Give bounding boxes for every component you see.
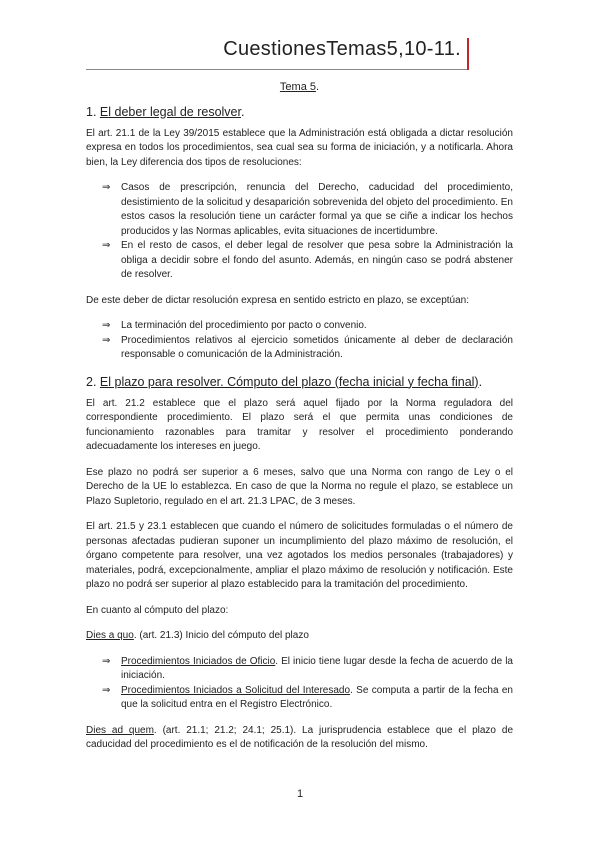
document-title: CuestionesTemas5,10-11. [223,38,461,60]
section-1-heading: 1. El deber legal de resolver. [86,104,245,119]
arrow-icon: ⇒ [102,334,111,346]
section-2-paragraph-4: En cuanto al cómputo del plazo: [86,604,229,616]
dies-ad-quem-paragraph: Dies ad quem. (art. 21.1; 21.2; 24.1; 25.1). La jurisprudencia establece que el plazo de caducidad del procedimiento es el de notificación de la resolución del mismo. [86,724,513,750]
dies-a-quo-paragraph: Dies a quo. (art. 21.3) Inicio del cómputo del plazo [86,630,309,641]
arrow-icon: ⇒ [102,684,111,696]
section-2-paragraph-2: Ese plazo no podrá ser superior a 6 meses, salvo que una Norma con rango de Ley o el Derecho de la UE lo establezca. En caso de que la Norma no regule el plazo, se establece un Plazo Supletorio, regulado en el art. 21.3 LPAC, de 3 meses. [86,466,513,507]
list-item: ⇒ Procedimientos relativos al ejercicio sometidos únicamente al deber de declaración responsable o comunicación de la Administración. [102,334,513,360]
list-item: ⇒ Procedimientos Iniciados a Solicitud del Interesado. Se computa a partir de la fecha en que la solicitud entra en el Registro Electrónico. [102,684,513,710]
section-2-paragraph-3: El art. 21.5 y 23.1 establecen que cuando el número de solicitudes formuladas o el número de personas afectadas pudieran suponer un incumplimiento del plazo máximo de resolución, el órgano competente para resolver, una vez agotados los medios personales (trabajadores) y materiales, podrá, excepcionalmente, ampliar el plazo máximo de resolución y notificación. Este plazo no podrá ser superior al plazo establecido para la tramitación del procedimiento. [86,521,513,590]
page-number: 1 [296,788,304,800]
list-item: ⇒ Procedimientos Iniciados de Oficio. El inicio tiene lugar desde la fecha de acuerdo de la iniciación. [102,655,513,681]
document-body [86,80,513,764]
section-2-heading: 2. El plazo para resolver. Cómputo del plazo (fecha inicial y fecha final). [86,374,483,389]
section-1-paragraph-1: El art. 21.1 de la Ley 39/2015 establece que la Administración está obligada a dictar resolución expresa en todos los procedimientos, sea cual sea su forma de iniciación, y a notificarla. Ahora bien, la Ley diferencia dos tipos de resoluciones: [86,127,513,168]
header-rule [86,69,468,70]
list-item: ⇒ En el resto de casos, el deber legal de resolver que pesa sobre la Administración la obliga a decidir sobre el fondo del asunto. Además, en ningún caso se podrá abstener de resolver. [102,240,513,280]
list-item: ⇒ Casos de prescripción, renuncia del Derecho, caducidad del procedimiento, desistimiento de la solicitud y desaparición sobrevenida del objeto del procedimiento. En estos casos la resolución tiene un carácter formal ya que se ciñe a indicar los hechos producidos y las Normas aplicables, evita situaciones de incertidumbre. [102,182,513,237]
arrow-icon: ⇒ [102,240,111,251]
dies-a-quo-list [86,655,513,713]
section-1-exceptions-list [86,319,513,363]
header-accent-bar [467,38,469,70]
section-1-paragraph-2: De este deber de dictar resolución expresa en sentido estricto en plazo, se exceptúan: [86,294,470,306]
list-item: ⇒ La terminación del procedimiento por pacto o convenio. [121,319,513,334]
arrow-icon: ⇒ [102,655,111,667]
section-1-list [86,181,513,283]
section-2-paragraph-1: El art. 21.2 establece que el plazo será aquel fijado por la Norma reguladora del correspondiente procedimiento. El plazo será el que permita unas condiciones de funcionamiento razonables para tramitar y resolver el procedimiento ponderando adecuadamente los intereses en juego. [86,397,513,452]
tema-heading: Tema 5. [279,81,320,93]
arrow-icon: ⇒ [102,182,111,193]
arrow-icon: ⇒ [102,320,111,331]
